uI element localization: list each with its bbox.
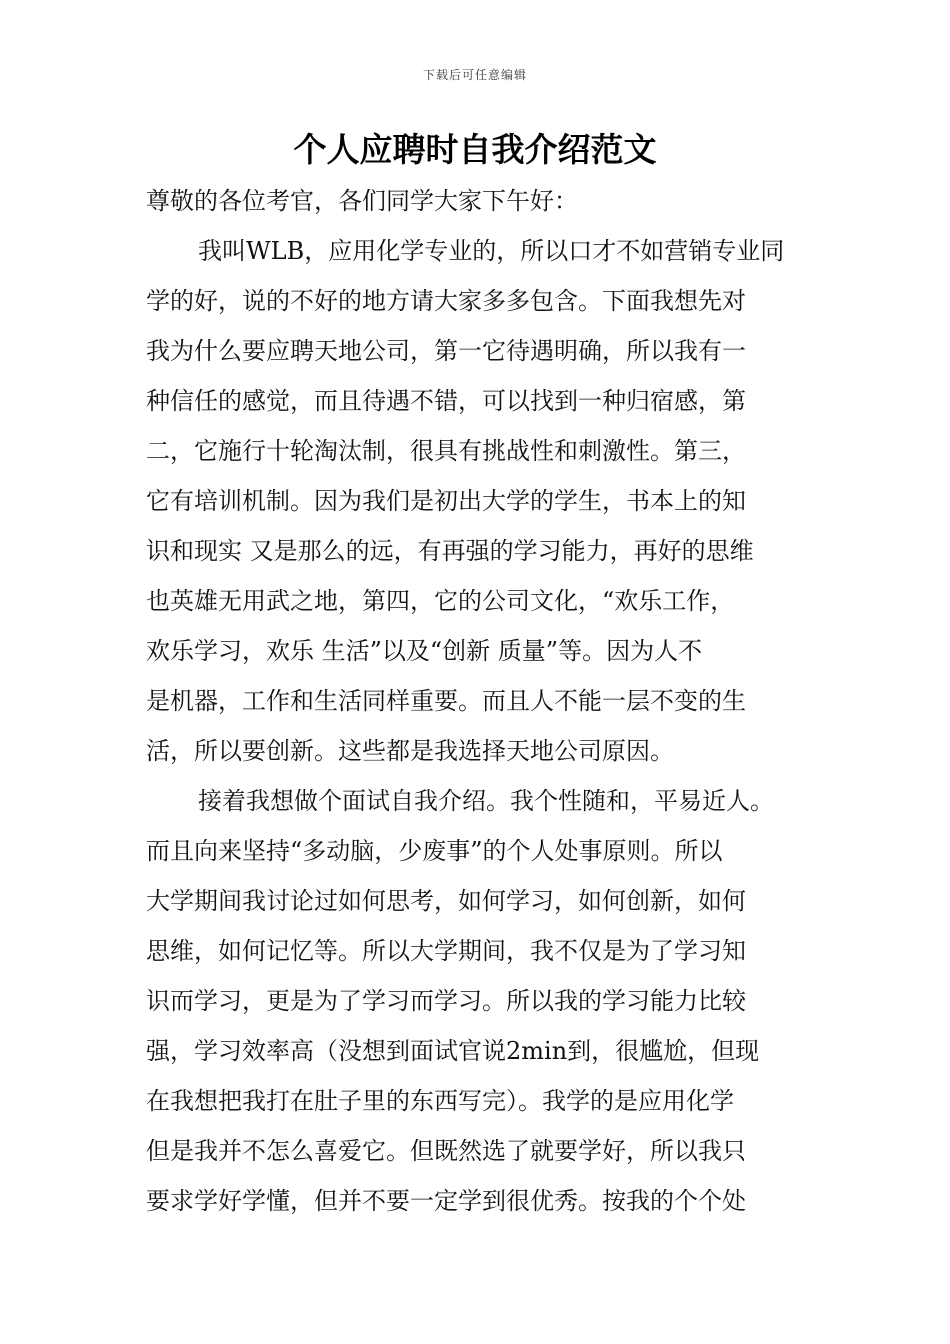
body-line: 我为什么要应聘天地公司，第一它待遇明确，所以我有一 [146,337,746,365]
document-title: 个人应聘时自我介绍范文 [293,130,657,169]
body-line: 识而学习，更是为了学习而学习。所以我的学习能力比较 [146,987,746,1015]
header-note: 下载后可任意编辑 [422,68,527,82]
body-line: 尊敬的各位考官，各们同学大家下午好： [146,187,578,215]
body-line: 而且向来坚持“多动脑，少废事”的个人处事原则。所以 [146,837,723,865]
body-line: 在我想把我打在肚子里的东西写完）。我学的是应用化学 [146,1087,734,1115]
body-line: 强，学习效率高（没想到面试官说2min到，很尴尬，但现 [146,1037,760,1065]
body-line: 欢乐学习，欢乐 生活”以及“创新 质量”等。因为人不 [146,637,703,665]
body-line: 种信任的感觉，而且待遇不错，可以找到一种归宿感，第 [146,387,746,415]
body-line: 但是我并不怎么喜爱它。但既然选了就要学好，所以我只 [146,1137,746,1165]
body-line: 二，它施行十轮淘汰制，很具有挑战性和刺激性。第三， [146,437,746,465]
document-body [146,176,826,1226]
body-line: 识和现实 又是那么的远，有再强的学习能力，再好的思维 [146,537,754,565]
body-line: 也英雄无用武之地，第四，它的公司文化，“欢乐工作， [146,587,735,615]
body-line: 思维，如何记忆等。所以大学期间，我不仅是为了学习知 [146,937,746,965]
body-line: 是机器，工作和生活同样重要。而且人不能一层不变的生 [146,687,746,715]
body-line: 要求学好学懂，但并不要一定学到很优秀。按我的个个处 [146,1187,746,1215]
body-line: 活，所以要创新。这些都是我选择天地公司原因。 [146,737,674,765]
body-line: 我叫WLB，应用化学专业的，所以口才不如营销专业同 [198,237,785,265]
body-line: 学的好，说的不好的地方请大家多多包含。下面我想先对 [146,287,746,315]
body-line: 它有培训机制。因为我们是初出大学的学生，书本上的知 [146,487,746,515]
body-line: 大学期间我讨论过如何思考，如何学习，如何创新，如何 [146,887,746,915]
body-line: 接着我想做个面试自我介绍。我个性随和，平易近人。 [198,787,774,815]
